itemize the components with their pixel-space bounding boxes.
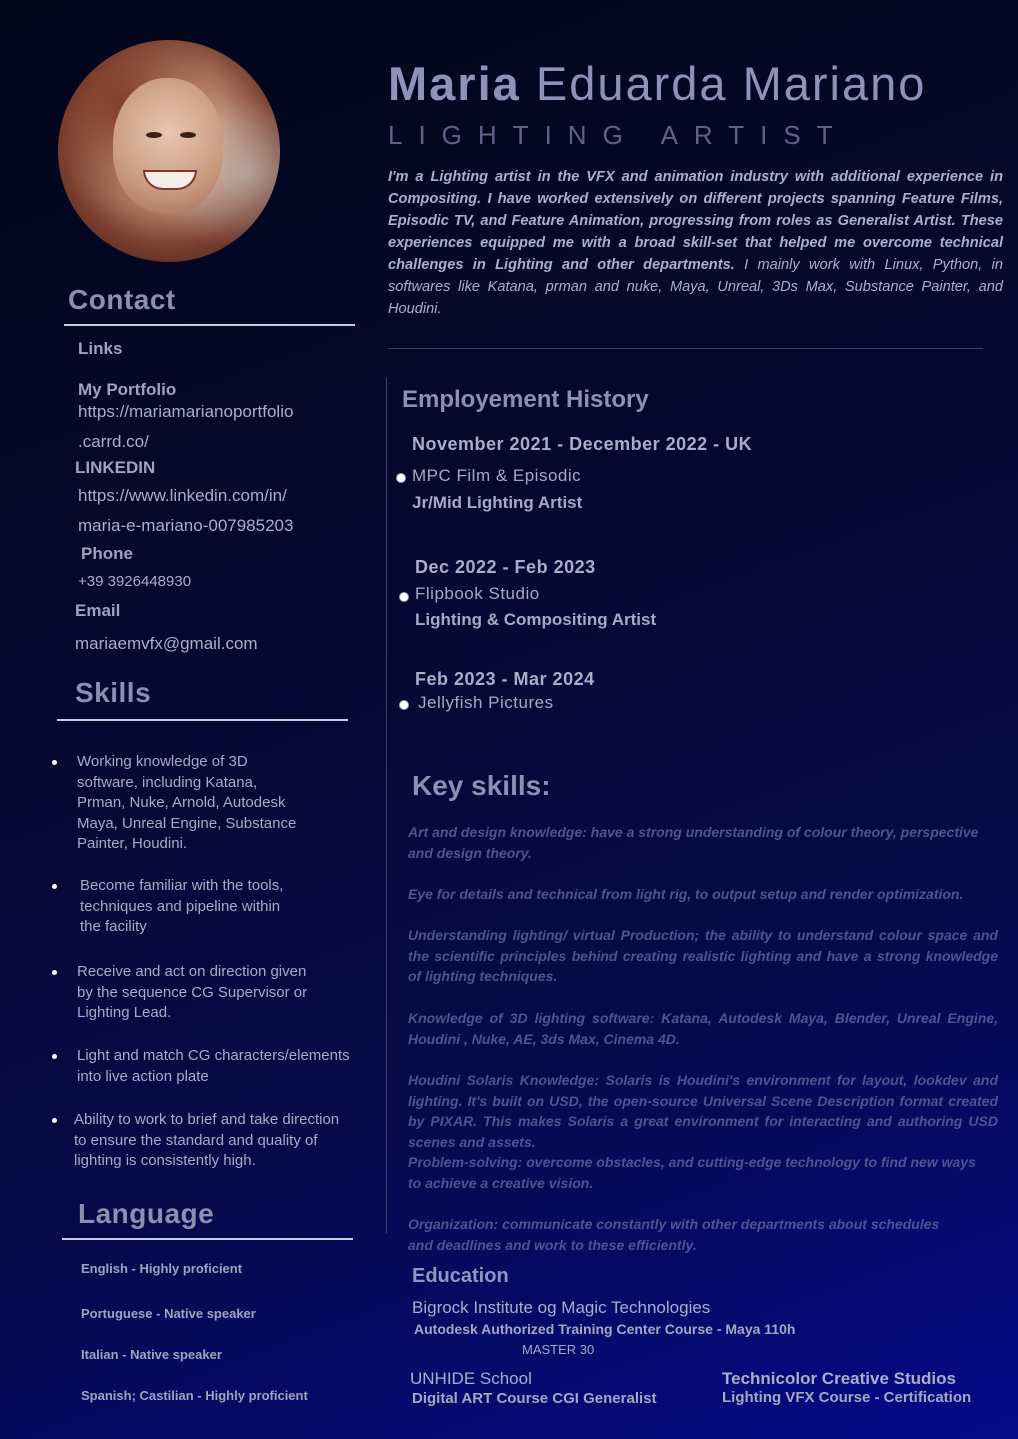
resume-name — [388, 56, 926, 111]
key-skill-item — [408, 1152, 998, 1193]
skill-line: software, including Katana, — [77, 773, 258, 791]
language-item: Portuguese - Native speaker — [81, 1306, 256, 1321]
intro-bold: I'm a Lighting artist in the VFX and animation industry with additional experience in Compositing. I have worked extensively on different projects spanning Feature Films, Episodic TV, and Feature Animation, progressing from roles as Generalist Artist. These experiences equipped me with a broad skill-set that helped me overcome technical challenges in Lighting and other departments. — [388, 169, 1003, 273]
job-date: Feb 2023 - Mar 2024 — [415, 669, 595, 689]
education-course: Lighting VFX Course - Certification — [722, 1389, 972, 1406]
key-skill-item — [408, 1070, 998, 1152]
key-skill-line: Knowledge of 3D lighting software: Katana, Autodesk Maya, Blender, Unreal Engine, Houdini , Nuke, AE, 3ds Max, Cinema 4D. — [408, 1010, 998, 1047]
profile-photo — [58, 40, 280, 262]
phone-value: +39 3926448930 — [78, 573, 192, 590]
skill-item — [52, 752, 296, 855]
skill-line: Painter, Houdini. — [77, 835, 188, 852]
key-skill-item — [408, 1214, 998, 1255]
linkedin-link-line1[interactable]: https://www.linkedin.com/in/ — [78, 486, 287, 505]
key-skill-line: to achieve a creative vision. — [408, 1174, 594, 1191]
portfolio-link-line2[interactable]: .carrd.co/ — [78, 432, 149, 451]
education-course: Autodesk Authorized Training Center Course - Maya 110h — [414, 1321, 796, 1337]
linkedin-link-line2[interactable]: maria-e-mariano-007985203 — [78, 516, 294, 535]
bullet-icon — [52, 760, 57, 765]
skill-line: into live action plate — [77, 1067, 209, 1085]
job-company: Flipbook Studio — [415, 584, 540, 603]
skill-line: Maya, Unreal Engine, Substance — [77, 814, 297, 832]
skill-line: the facility — [80, 918, 147, 935]
language-item: Spanish; Castilian - Highly proficient — [81, 1388, 308, 1403]
timeline-dot-icon — [396, 473, 406, 483]
language-item: Italian - Native speaker — [81, 1347, 222, 1362]
skill-line: Become familiar with the tools, — [80, 877, 284, 894]
education-school: Bigrock Institute og Magic Technologies — [412, 1298, 711, 1317]
links-label: Links — [78, 339, 123, 358]
language-item: English - Highly proficient — [81, 1261, 243, 1276]
bullet-icon — [52, 1054, 57, 1059]
key-skill-line: Houdini Solaris Knowledge: Solaris is Houdini's environment for layout, lookdev and lighting. It's built on USD, the open-source Universal Scene Description format created by PIXAR. This makes Solaris a great environment for interacting and authoring USD scenes and assets. — [408, 1072, 998, 1150]
employment-heading: Employement History — [402, 386, 649, 413]
key-skill-line: Organization: communicate constantly with other departments about schedules — [408, 1216, 940, 1232]
email-label: Email — [75, 601, 121, 620]
job-date: November 2021 - December 2022 - UK — [412, 434, 753, 454]
contact-underline — [64, 324, 355, 326]
job-company: Jellyfish Pictures — [418, 693, 554, 712]
skill-item — [52, 962, 307, 1024]
key-skill-line: Eye for details and technical from light rig, to output setup and render optimization. — [408, 886, 964, 902]
education-school: Technicolor Creative Studios — [722, 1369, 956, 1388]
phone-label: Phone — [81, 544, 133, 563]
skill-line: Lighting Lead. — [77, 1004, 172, 1021]
skill-line: Prman, Nuke, Arnold, Autodesk — [77, 794, 286, 811]
language-underline — [62, 1238, 353, 1240]
photo-eye-right — [180, 132, 196, 138]
key-skill-line: Problem-solving: overcome obstacles, and cutting-edge technology to find new ways — [408, 1154, 976, 1170]
job-role: Lighting & Compositing Artist — [415, 610, 657, 629]
intro-normal: I mainly work with Linux, Python, in softwares like Katana, prman and nuke, Maya, Unreal, 3Ds Max, Substance Painter, and Houdini. — [388, 257, 1003, 317]
skill-line: to ensure the standard and quality of — [74, 1131, 318, 1149]
skill-line: Receive and act on direction given — [77, 963, 307, 980]
timeline-dot-icon — [399, 700, 409, 710]
photo-eye-left — [146, 132, 162, 138]
key-skill-item — [408, 925, 998, 987]
linkedin-label: LINKEDIN — [75, 458, 156, 477]
skill-item — [52, 876, 283, 938]
skill-line: by the sequence CG Supervisor or — [77, 983, 308, 1001]
key-skills-heading: Key skills: — [412, 770, 551, 801]
job-date: Dec 2022 - Feb 2023 — [415, 557, 596, 577]
skill-item — [52, 1046, 350, 1087]
column-divider — [386, 378, 387, 1233]
photo-face — [113, 78, 223, 213]
skill-line: lighting is consistently high. — [74, 1152, 256, 1169]
key-skill-item — [408, 884, 998, 905]
key-skill-item — [408, 822, 998, 863]
skill-line: techniques and pipeline within — [80, 897, 281, 915]
key-skill-line: Understanding lighting/ virtual Production; the ability to understand colour space and the scientific principles behind creating realistic lighting and have a strong knowledge of lighting techniques. — [408, 927, 998, 985]
education-course: Digital ART Course CGI Generalist — [412, 1390, 657, 1407]
key-skill-line: and design theory. — [408, 844, 532, 861]
first-name: Maria — [388, 57, 521, 110]
portfolio-label: My Portfolio — [78, 380, 177, 399]
header-divider — [388, 348, 983, 349]
skill-line: Working knowledge of 3D — [77, 753, 248, 770]
bullet-icon — [52, 1118, 57, 1123]
skill-item — [52, 1110, 339, 1172]
skills-underline — [57, 719, 348, 721]
education-heading: Education — [412, 1265, 509, 1287]
job-role-title: LIGHTING ARTIST — [388, 120, 849, 150]
bullet-icon — [52, 884, 57, 889]
timeline-dot-icon — [399, 592, 409, 602]
job-role: Jr/Mid Lighting Artist — [412, 493, 583, 512]
key-skill-item — [408, 1008, 998, 1049]
portfolio-link-line1[interactable]: https://mariamarianoportfolio — [78, 402, 294, 421]
contact-heading: Contact — [68, 284, 176, 315]
language-heading: Language — [78, 1198, 215, 1229]
education-course-sub: MASTER 30 — [522, 1342, 595, 1357]
intro-paragraph — [388, 166, 1003, 320]
job-company: MPC Film & Episodic — [412, 466, 582, 485]
email-value[interactable]: mariaemvfx@gmail.com — [75, 634, 258, 653]
last-names: Eduarda Mariano — [535, 57, 927, 110]
key-skill-line: Art and design knowledge: have a strong understanding of colour theory, perspective — [408, 824, 979, 840]
skill-line: Ability to work to brief and take direction — [74, 1111, 340, 1128]
skill-line: Light and match CG characters/elements — [77, 1047, 350, 1064]
education-school: UNHIDE School — [410, 1369, 532, 1388]
key-skill-line: and deadlines and work to these efficiently. — [408, 1236, 697, 1253]
bullet-icon — [52, 970, 57, 975]
skills-heading: Skills — [75, 677, 152, 708]
